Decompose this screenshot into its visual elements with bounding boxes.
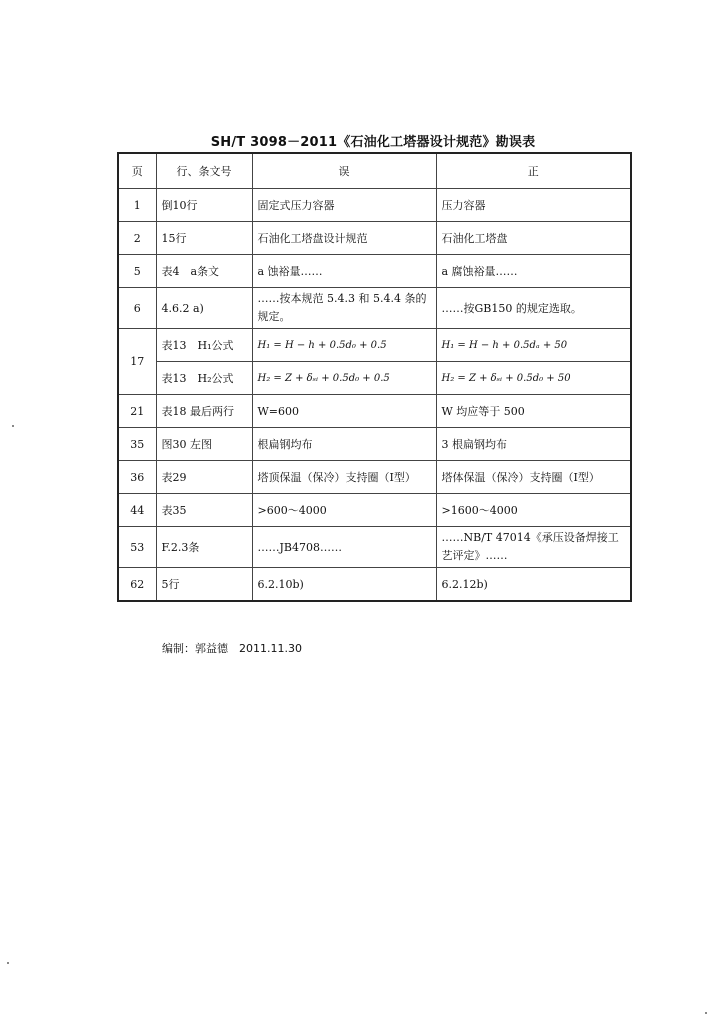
cell-line: 表35 <box>156 494 252 527</box>
cell-wrong: 石油化工塔盘设计规范 <box>252 222 436 255</box>
cell-right: 压力容器 <box>436 189 631 222</box>
cell-right: 石油化工塔盘 <box>436 222 631 255</box>
cell-wrong: W=600 <box>252 395 436 428</box>
cell-wrong: ……JB4708…… <box>252 527 436 568</box>
cell-right-formula: H₂ = Z + δₛᵢ + 0.5d₀ + 50 <box>436 362 631 395</box>
header-row <box>118 153 631 189</box>
table-row <box>118 461 631 494</box>
scan-speck <box>12 425 14 427</box>
cell-line: 图30 左图 <box>156 428 252 461</box>
table-row <box>118 494 631 527</box>
table-row <box>118 395 631 428</box>
cell-line: 4.6.2 a) <box>156 288 252 329</box>
cell-right: ……按GB150 的规定选取。 <box>436 288 631 329</box>
table-row <box>118 527 631 568</box>
document-title: SH/T 3098－2011《石油化工塔器设计规范》勘误表 <box>210 135 536 150</box>
cell-line: 5行 <box>156 568 252 602</box>
cell-right: 3 根扁钢均布 <box>436 428 631 461</box>
cell-page: 36 <box>118 461 156 494</box>
cell-page: 5 <box>118 255 156 288</box>
cell-page: 2 <box>118 222 156 255</box>
table-row <box>118 329 631 362</box>
cell-wrong: 塔顶保温（保冷）支持圈（Ⅰ型） <box>252 461 436 494</box>
cell-page: 53 <box>118 527 156 568</box>
header-right: 正 <box>436 153 631 189</box>
cell-line: 表13 H₂公式 <box>156 362 252 395</box>
scan-speck <box>705 1012 707 1014</box>
compiler-signature: 编制：郭益德 2011.11.30 <box>162 642 302 655</box>
cell-wrong: 固定式压力容器 <box>252 189 436 222</box>
header-line: 行、条文号 <box>156 153 252 189</box>
cell-wrong: 根扁钢均布 <box>252 428 436 461</box>
header-page: 页 <box>118 153 156 189</box>
table-row <box>118 255 631 288</box>
cell-line: F.2.3条 <box>156 527 252 568</box>
header-wrong: 误 <box>252 153 436 189</box>
cell-wrong-formula: H₁ = H − h + 0.5d₀ + 0.5 <box>252 329 436 362</box>
cell-right: ……NB/T 47014《承压设备焊接工艺评定》…… <box>436 527 631 568</box>
cell-page: 1 <box>118 189 156 222</box>
cell-line: 表4 a条文 <box>156 255 252 288</box>
cell-wrong: ……按本规范 5.4.3 和 5.4.4 条的规定。 <box>252 288 436 329</box>
cell-right-formula: H₁ = H − h + 0.5dₐ + 50 <box>436 329 631 362</box>
cell-line: 表18 最后两行 <box>156 395 252 428</box>
cell-line: 表13 H₁公式 <box>156 329 252 362</box>
table-row <box>118 288 631 329</box>
cell-right: 6.2.12b) <box>436 568 631 602</box>
cell-wrong: >600～4000 <box>252 494 436 527</box>
table-row <box>118 362 631 395</box>
cell-wrong-formula: H₂ = Z + δₛᵢ + 0.5d₀ + 0.5 <box>252 362 436 395</box>
cell-page: 62 <box>118 568 156 602</box>
scan-speck <box>7 962 9 964</box>
cell-right: 塔体保温（保冷）支持圈（Ⅰ型） <box>436 461 631 494</box>
cell-right: >1600～4000 <box>436 494 631 527</box>
cell-line: 倒10行 <box>156 189 252 222</box>
errata-table <box>117 152 632 602</box>
cell-wrong: 6.2.10b) <box>252 568 436 602</box>
table-row <box>118 189 631 222</box>
cell-page: 35 <box>118 428 156 461</box>
cell-right: W 均应等于 500 <box>436 395 631 428</box>
cell-right: a 腐蚀裕量…… <box>436 255 631 288</box>
table-row <box>118 222 631 255</box>
table-row <box>118 428 631 461</box>
cell-wrong: a 蚀裕量…… <box>252 255 436 288</box>
cell-page: 6 <box>118 288 156 329</box>
cell-line: 15行 <box>156 222 252 255</box>
cell-page: 21 <box>118 395 156 428</box>
cell-line: 表29 <box>156 461 252 494</box>
cell-page: 17 <box>118 329 156 395</box>
cell-page: 44 <box>118 494 156 527</box>
table-row <box>118 568 631 602</box>
